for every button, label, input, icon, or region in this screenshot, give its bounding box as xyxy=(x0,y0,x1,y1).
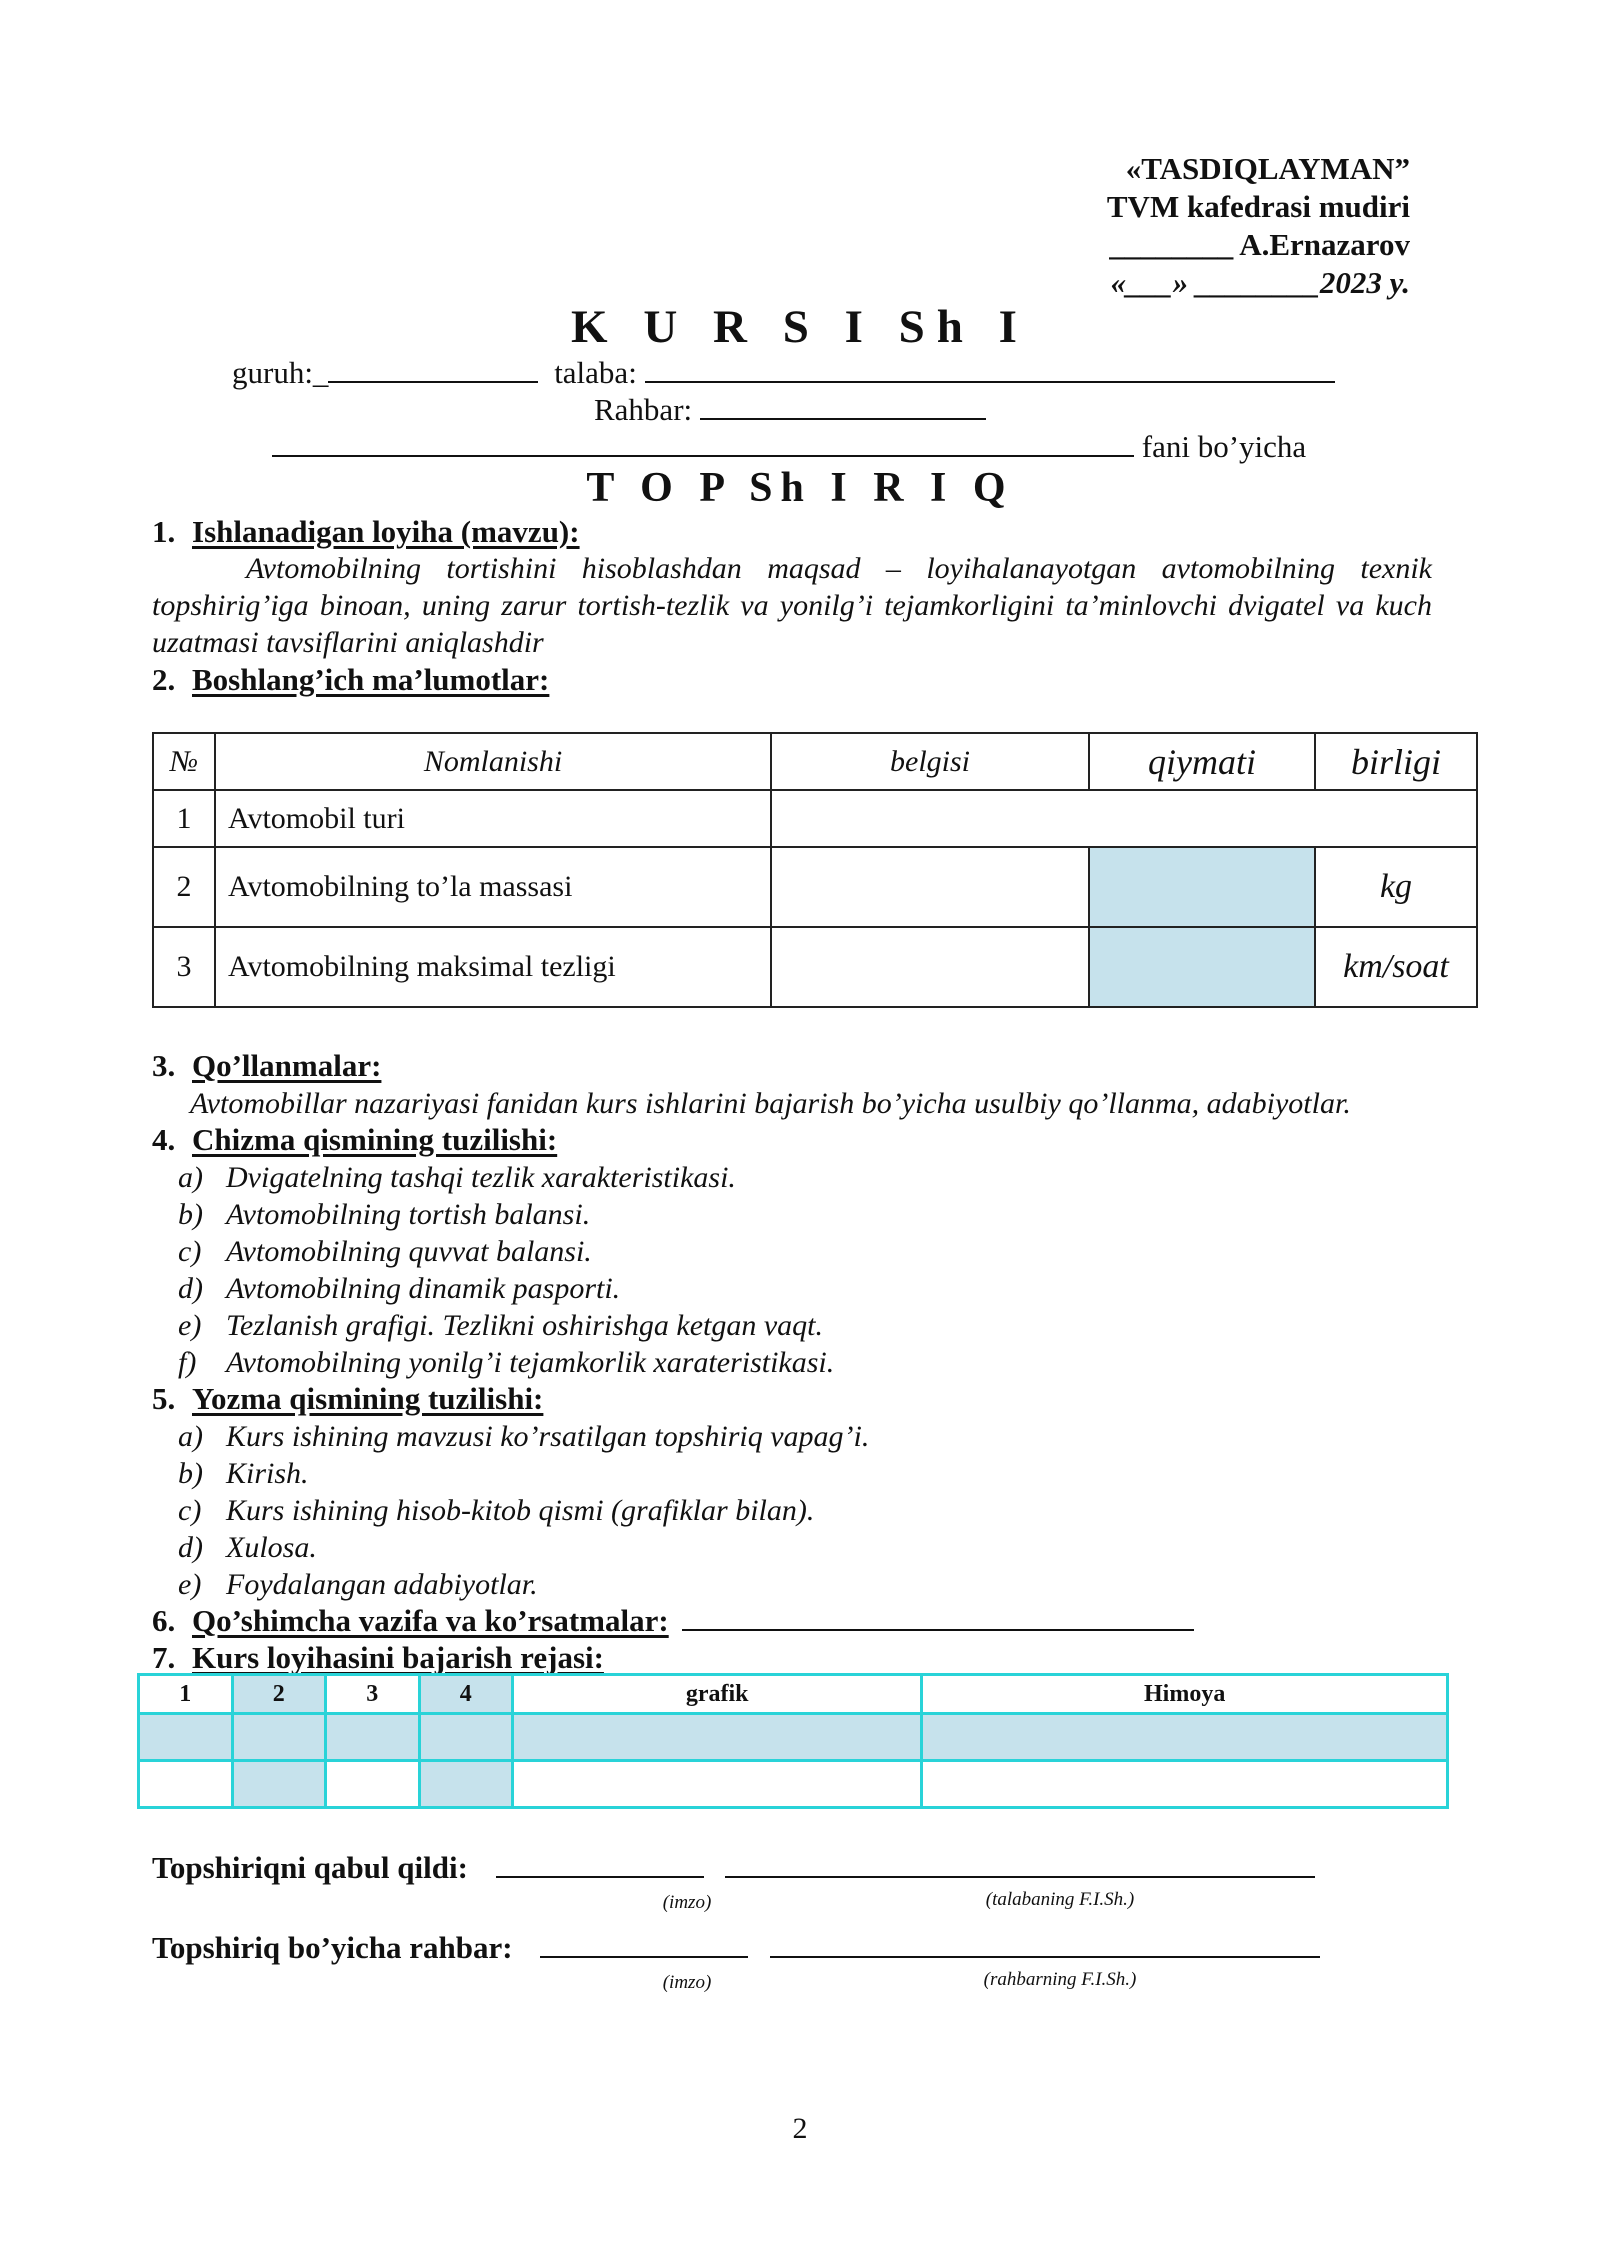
student-name-hint: (talabaning F.I.Sh.) xyxy=(985,1889,1135,1910)
list-marker: c) xyxy=(178,1494,202,1527)
header-symbol: belgisi xyxy=(771,733,1089,790)
table-row xyxy=(153,790,1477,847)
plan-header-cell: 1 xyxy=(139,1675,233,1714)
supervisor-signature-blank[interactable] xyxy=(540,1930,748,1958)
student-name-blank[interactable] xyxy=(725,1850,1315,1878)
list-item xyxy=(178,1455,869,1492)
student-label: talaba: xyxy=(554,355,637,390)
list-text: Tezlanish grafigi. Tezlikni oshirishga ketgan vaqt. xyxy=(226,1309,823,1342)
group-blank[interactable] xyxy=(328,355,538,383)
initial-data-table xyxy=(152,732,1478,1008)
list-text: Dvigatelning tashqi tezlik xarakteristikasi. xyxy=(226,1161,736,1194)
row-number: 3 xyxy=(153,927,215,1007)
list-text: Avtomobilning tortish balansi. xyxy=(226,1198,591,1231)
supervisor-sign-label: Topshiriq bo’yicha rahbar: xyxy=(152,1930,513,1965)
section-3-title: Qo’llanmalar: xyxy=(192,1048,382,1083)
table-row xyxy=(153,847,1477,927)
subject-field xyxy=(272,429,1306,465)
section-2-title: Boshlang’ich ma’lumotlar: xyxy=(192,662,550,697)
section-4-title: Chizma qismining tuzilishi: xyxy=(192,1122,558,1157)
list-marker: b) xyxy=(178,1457,203,1490)
list-item xyxy=(178,1159,834,1196)
section-7-number: 7. xyxy=(152,1640,176,1675)
plan-cell[interactable] xyxy=(139,1714,233,1761)
row-value-cell[interactable] xyxy=(1089,927,1315,1007)
list-text: Kurs ishining hisob-kitob qismi (grafiklar bilan). xyxy=(226,1494,815,1527)
row-unit: kg xyxy=(1315,847,1477,927)
plan-cell[interactable] xyxy=(139,1761,233,1808)
section-2-number: 2. xyxy=(152,662,176,697)
list-marker: b) xyxy=(178,1198,203,1231)
row-name: Avtomobilning maksimal tezligi xyxy=(215,927,771,1007)
approval-date: «___» ________2023 y. xyxy=(1110,265,1410,300)
section-6-title: Qo’shimcha vazifa va ko’rsatmalar: xyxy=(192,1603,669,1638)
row-symbol-cell[interactable] xyxy=(771,927,1089,1007)
list-text: Avtomobilning dinamik pasporti. xyxy=(226,1272,621,1305)
section-7-heading xyxy=(152,1640,604,1676)
imzo-hint-1: (imzo) xyxy=(662,1892,712,1913)
page-number: 2 xyxy=(792,2112,808,2145)
supervisor-field xyxy=(594,392,986,428)
list-marker: d) xyxy=(178,1272,203,1305)
list-marker: c) xyxy=(178,1235,202,1268)
list-item xyxy=(178,1492,869,1529)
plan-cell[interactable] xyxy=(232,1714,326,1761)
subject-blank[interactable] xyxy=(272,429,1134,457)
plan-cell[interactable] xyxy=(922,1714,1448,1761)
approval-title: «TASDIQLAYMAN” xyxy=(1125,151,1410,186)
list-item xyxy=(178,1566,869,1603)
list-marker: d) xyxy=(178,1531,203,1564)
subject-suffix: fani bo’yicha xyxy=(1141,429,1307,464)
plan-header-cell: 2 xyxy=(232,1675,326,1714)
section-5-title: Yozma qismining tuzilishi: xyxy=(192,1381,544,1416)
plan-cell[interactable] xyxy=(326,1761,420,1808)
student-signature-blank[interactable] xyxy=(496,1850,704,1878)
plan-cell[interactable] xyxy=(326,1714,420,1761)
group-field xyxy=(232,355,1335,391)
header-value: qiymati xyxy=(1089,733,1315,790)
section-1-heading xyxy=(152,514,580,550)
header-number: № xyxy=(153,733,215,790)
list-text: Avtomobilning quvvat balansi. xyxy=(226,1235,592,1268)
plan-cell[interactable] xyxy=(513,1761,922,1808)
row-number: 1 xyxy=(153,790,215,847)
header-unit: birligi xyxy=(1315,733,1477,790)
accepted-signature-row xyxy=(152,1850,1315,1886)
section-3-heading xyxy=(152,1048,381,1084)
plan-row xyxy=(139,1761,1448,1808)
list-item xyxy=(178,1418,869,1455)
row-value-cell[interactable] xyxy=(1089,847,1315,927)
section-1-number: 1. xyxy=(152,514,176,549)
list-item xyxy=(178,1196,834,1233)
drawing-items-list xyxy=(178,1159,834,1381)
list-marker: a) xyxy=(178,1161,203,1194)
plan-header-cell: grafik xyxy=(513,1675,922,1714)
row-symbol-cell[interactable] xyxy=(771,847,1089,927)
section-1-text: Avtomobilning tortishini hisoblashdan maqsad – loyihalanayotgan avtomobilning texnik topshirig’iga binoan, uning zarur tortish-tezlik va yonilg’i tejamkorligini ta’minlovchi dvigatel va kuch uzatmasi tavsiflarini aniqlashdir xyxy=(152,552,1432,659)
section-3-text: Avtomobillar nazariyasi fanidan kurs ishlarini bajarish bo’yicha usulbiy qo’llanma, adabiyotlar. xyxy=(190,1087,1351,1120)
list-text: Xulosa. xyxy=(226,1531,317,1564)
approval-block xyxy=(1090,150,1410,302)
supervisor-blank[interactable] xyxy=(700,392,986,420)
section-5-number: 5. xyxy=(152,1381,176,1416)
list-item xyxy=(178,1270,834,1307)
list-marker: e) xyxy=(178,1309,202,1342)
plan-header-row xyxy=(139,1675,1448,1714)
list-text: Foydalangan adabiyotlar. xyxy=(226,1568,538,1601)
row-name: Avtomobil turi xyxy=(215,790,771,847)
section-2-heading xyxy=(152,662,549,698)
section-3-number: 3. xyxy=(152,1048,176,1083)
section-1-title: Ishlanadigan loyiha (mavzu): xyxy=(192,514,580,549)
list-item xyxy=(178,1307,834,1344)
extra-tasks-blank[interactable] xyxy=(682,1603,1194,1631)
plan-header-cell: 4 xyxy=(419,1675,513,1714)
approval-signature: ________ A.Ernazarov xyxy=(1109,227,1410,262)
group-label: guruh:_ xyxy=(232,355,329,390)
plan-cell[interactable] xyxy=(232,1761,326,1808)
section-7-title: Kurs loyihasini bajarish rejasi: xyxy=(192,1640,604,1675)
row-value-cell[interactable] xyxy=(771,790,1477,847)
list-item xyxy=(178,1529,869,1566)
section-4-heading xyxy=(152,1122,557,1158)
approval-position: TVM kafedrasi mudiri xyxy=(1106,189,1410,224)
accepted-label: Topshiriqni qabul qildi: xyxy=(152,1850,468,1885)
supervisor-label: Rahbar: xyxy=(594,392,693,427)
list-marker: e) xyxy=(178,1568,202,1601)
plan-cell[interactable] xyxy=(419,1761,513,1808)
supervisor-name-blank[interactable] xyxy=(770,1930,1320,1958)
row-number: 2 xyxy=(153,847,215,927)
student-blank[interactable] xyxy=(645,355,1335,383)
plan-row xyxy=(139,1714,1448,1761)
section-6-heading xyxy=(152,1603,1194,1639)
list-marker: f) xyxy=(178,1346,197,1379)
header-name: Nomlanishi xyxy=(215,733,771,790)
plan-cell[interactable] xyxy=(419,1714,513,1761)
list-marker: a) xyxy=(178,1420,203,1453)
list-text: Avtomobilning yonilg’i tejamkorlik xarateristikasi. xyxy=(226,1346,835,1379)
list-text: Kurs ishining mavzusi ko’rsatilgan topshiriq vapag’i. xyxy=(226,1420,870,1453)
list-item xyxy=(178,1344,834,1381)
list-text: Kirish. xyxy=(226,1457,309,1490)
plan-header-cell: 3 xyxy=(326,1675,420,1714)
row-unit: km/soat xyxy=(1315,927,1477,1007)
supervisor-name-hint: (rahbarning F.I.Sh.) xyxy=(983,1969,1137,1990)
section-6-number: 6. xyxy=(152,1603,176,1638)
plan-header-cell: Himoya xyxy=(922,1675,1448,1714)
imzo-hint-2: (imzo) xyxy=(662,1972,712,1993)
list-item xyxy=(178,1233,834,1270)
plan-cell[interactable] xyxy=(922,1761,1448,1808)
assignment-title: T O P Sh I R I Q xyxy=(586,465,1014,511)
table-header-row xyxy=(153,733,1477,790)
section-5-heading xyxy=(152,1381,543,1417)
row-name: Avtomobilning to’la massasi xyxy=(215,847,771,927)
supervisor-signature-row xyxy=(152,1930,1320,1966)
plan-cell[interactable] xyxy=(513,1714,922,1761)
document-title: K U R S I Sh I xyxy=(571,301,1029,353)
section-4-number: 4. xyxy=(152,1122,176,1157)
work-plan-table xyxy=(137,1673,1449,1809)
table-row xyxy=(153,927,1477,1007)
written-items-list xyxy=(178,1418,869,1603)
